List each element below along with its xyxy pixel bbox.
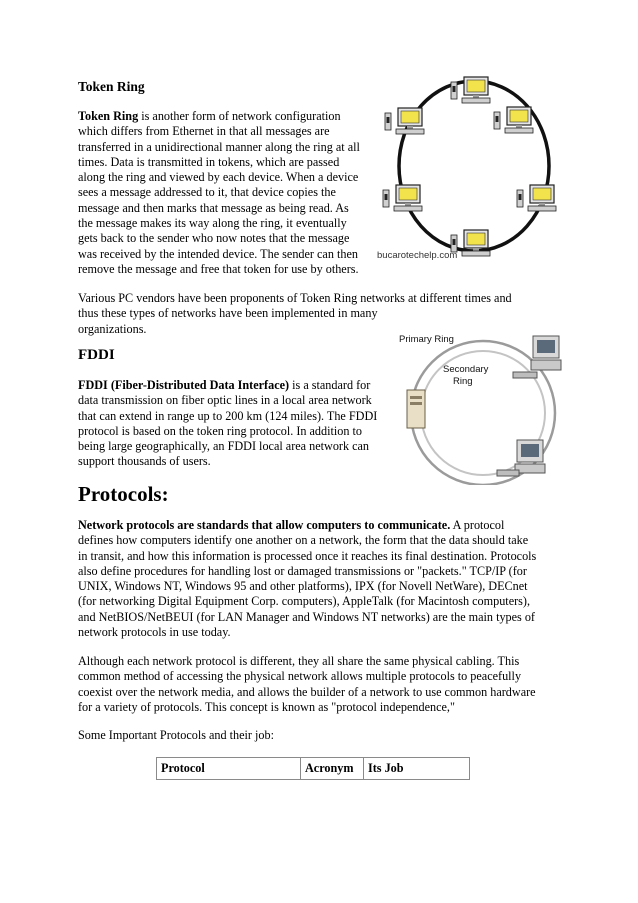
independence-paragraph: Although each network protocol is different, they all share the same physical cabling. This common method of accessing the physical network allows multiple protocols to peacefully coexist over the network media, and allows the builder of a network to use common hardware for a variety of protocols. This concept is known as "protocol independence,": [78, 654, 536, 714]
fddi-heading: FDDI: [78, 347, 115, 363]
token-ring-paragraph: Token Ring is another form of network configuration which differs from Ethernet in that all messages are transferred in a unidirectional manner along the ring at all times. Data is transmitted in tokens, which are passed along the ring and viewed by each device. When a device sees a message addressed to it, that device copies the message and then marks that message as being read. As the message makes its way along the ring, it eventually gets back to the sender who now notes that the message was received by the intended device. The sender can then remove the message and free that token for use by others.: [78, 109, 360, 276]
figure-caption: bucarotechelp.com: [377, 250, 458, 261]
ring-pc-icon: [451, 77, 490, 103]
fddi-pc-icon: [513, 336, 561, 378]
ring-pc-icon: [385, 108, 424, 134]
table-intro: Some Important Protocols and their job:: [78, 728, 274, 742]
protocols-paragraph: Network protocols are standards that allow computers to communicate. A protocol defines how computers identify one another on a network, the form that the data should take in transit, and how this information is processed once it reaches its final destination. Protocols also define procedures for handling lost or damaged transmissions or "packets." TCP/IP (for UNIX, Windows NT, Windows 95 and other platforms), IPX (for Novell NetWare), DECnet (for networking Digital Equipment Corp. computers), AppleTalk (for Macintosh computers), and NetBIOS/NetBEUI (for LAN Manager and Windows NT networks) are the main types of network protocols in use today.: [78, 518, 537, 640]
table-header-row: [157, 758, 470, 780]
protocol-column-header: Protocol: [157, 758, 301, 780]
acronym-column-header: Acronym: [301, 758, 364, 780]
fddi-paragraph: FDDI (Fiber-Distributed Data Interface) is a standard for data transmission on fiber optic lines in a local area network that can extend in range up to 200 km (124 miles). The FDDI protocol is based on the token ring protocol. In addition to being large geographically, an FDDI local area network can support thousands of users.: [78, 378, 378, 469]
token-ring-term: Token Ring: [78, 109, 139, 123]
ring-pc-icon: [517, 185, 556, 211]
protocols-table: [156, 757, 470, 780]
ring-pc-icon: [494, 107, 533, 133]
protocols-lead: Network protocols are standards that allow computers to communicate.: [78, 518, 451, 532]
primary-ring-label: Primary Ring: [399, 334, 454, 345]
fddi-term: FDDI (Fiber-Distributed Data Interface): [78, 378, 290, 392]
secondary-ring-label: Secondary: [443, 364, 489, 375]
ring-pc-icon: [383, 185, 422, 211]
job-column-header: Its Job: [364, 758, 470, 780]
vendors-paragraph: Various PC vendors have been proponents of Token Ring networks at different times and thus these types of networks have been implemented in many organizations.: [78, 291, 512, 336]
fddi-figure: [393, 320, 563, 485]
fddi-server-icon: [407, 390, 425, 428]
protocols-heading: Protocols:: [78, 482, 169, 506]
fddi-pc-icon: [497, 440, 545, 476]
secondary-ring-label-2: Ring: [453, 376, 473, 387]
token-ring-figure: [372, 66, 568, 266]
token-ring-heading: Token Ring: [78, 79, 145, 94]
